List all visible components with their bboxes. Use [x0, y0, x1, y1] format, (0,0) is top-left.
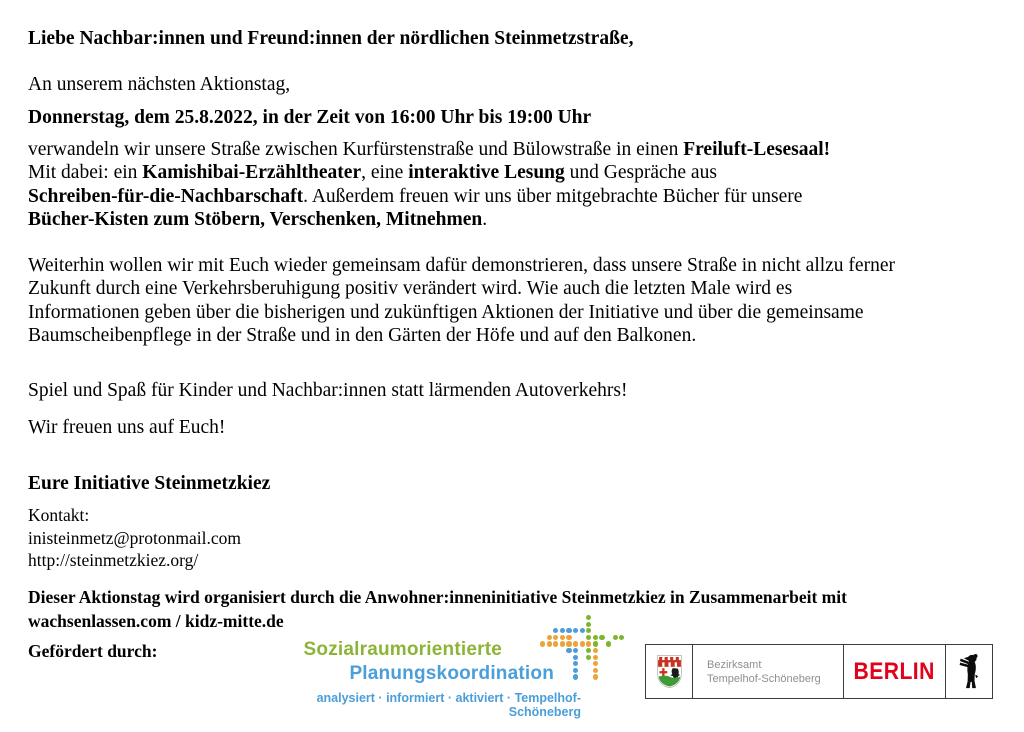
- organizer-note: Dieser Aktionstag wird organisiert durch die Anwohner:inneninitiative Steinmetzkiez in Zusammenarbeit mit wachsenlassen.com / kidz-mitte.de: [28, 586, 847, 631]
- intro-line: An unserem nächsten Aktionstag,: [28, 73, 291, 95]
- spk-title-line1: Sozialraumorientierte: [303, 639, 502, 660]
- funding-label: Gefördert durch:: [28, 641, 158, 661]
- contact-email: inisteinmetz@protonmail.com: [28, 527, 241, 548]
- spk-subtitle: analysiert · informiert · aktiviert · Tempelhof-Schöneberg: [316, 691, 581, 719]
- spk-title-line2: Planungskoordination: [349, 663, 554, 684]
- date-line: Donnerstag, dem 25.8.2022, in der Zeit von 16:00 Uhr bis 19:00 Uhr: [28, 107, 592, 128]
- demo-paragraph: Weiterhin wollen wir mit Euch wieder gemeinsam dafür demonstrieren, dass unsere Straße in nicht allzu ferner Zukunft durch eine Verkehrsberuhigung positiv verändert wird. Wie auch die letzten Male wird es Informationen geben über die bisherigen und zukünftigen Aktionen der Initiative und über die gemeinsame Baumscheibenpflege in der Straße und in den Gärten der Höfe und auf den Balkonen.: [28, 254, 895, 346]
- authority-name-line2: Tempelhof-Schöneberg: [707, 672, 821, 685]
- berlin-wordmark: BERLIN: [844, 645, 946, 698]
- closing-line: Wir freuen uns auf Euch!: [28, 417, 226, 438]
- contact-label: Kontakt:: [28, 505, 90, 525]
- coat-of-arms-cell: [646, 645, 693, 698]
- event-paragraph: verwandeln wir unsere Straße zwischen Kurfürstenstraße und Bülowstraße in einen Freiluft-Lesesaal! Mit dabei: ein Kamishibai-Erzähltheater, eine interaktive Lesung und Gespräche aus Schreiben-für-die-Nachbarschaft. Außerdem freuen wir uns über mitgebrachte Bücher für unsere Bücher-Kisten zum Stöbern, Verschenken, Mitnehmen.: [28, 138, 831, 230]
- authority-name-line1: Bezirksamt: [707, 658, 762, 671]
- authority-name: [693, 645, 844, 698]
- salutation: Liebe Nachbar:innen und Freund:innen der nördlichen Steinmetzstraße,: [28, 28, 634, 49]
- contact-website: http://steinmetzkiez.org/: [28, 550, 199, 570]
- signature-line: Eure Initiative Steinmetzkiez: [28, 472, 271, 494]
- bear-cell: [946, 645, 992, 698]
- footer: [0, 612, 1024, 732]
- berlin-authority-bar: [645, 644, 993, 699]
- contact-block: [28, 504, 996, 572]
- berlin-bear-icon: [957, 653, 982, 691]
- tempelhof-schoeneberg-coat-of-arms-icon: [656, 653, 683, 690]
- play-line: Spiel und Spaß für Kinder und Nachbar:innen statt lärmenden Autoverkehrs!: [28, 379, 628, 401]
